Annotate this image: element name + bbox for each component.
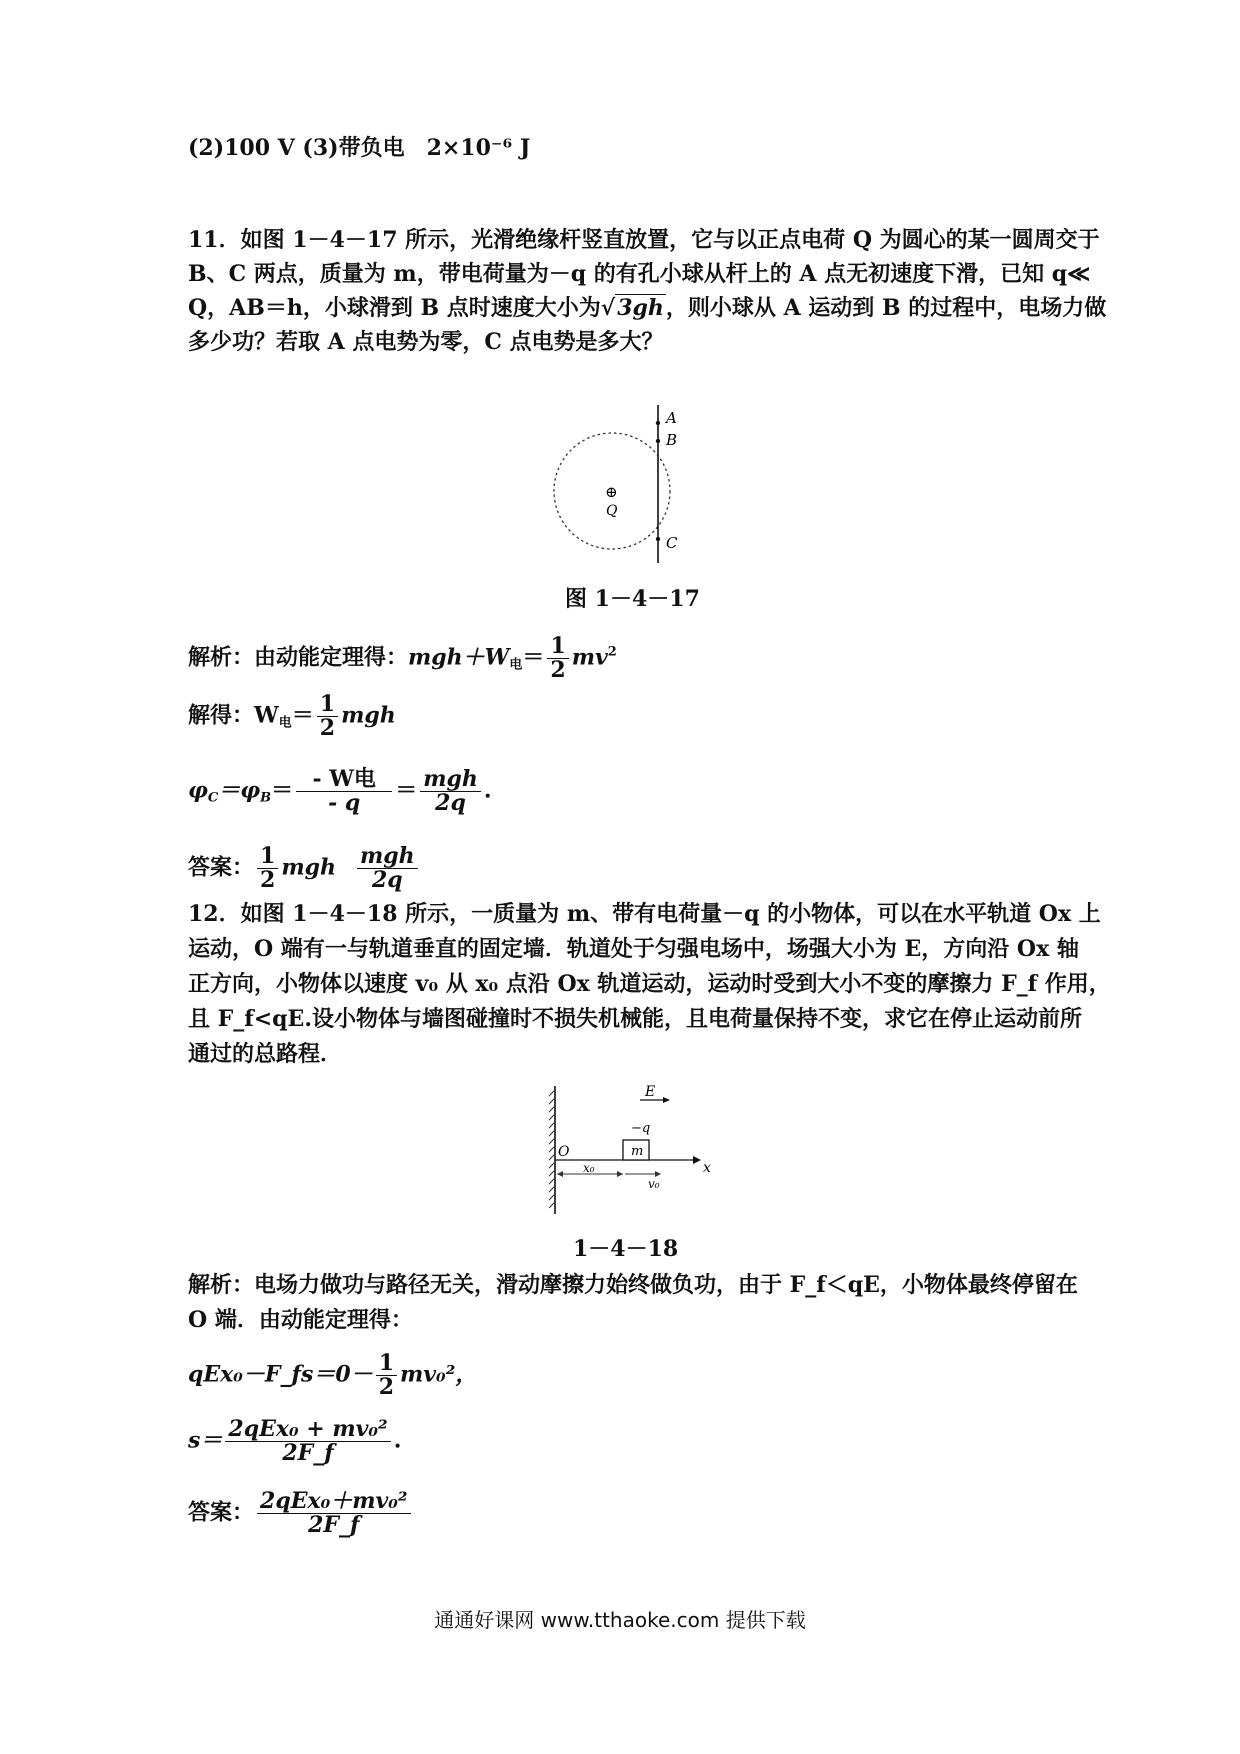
sqrt-radicand: 3gh [617, 295, 664, 321]
solve-sub: 电 [278, 715, 292, 731]
phi-fraction-1 [296, 768, 392, 815]
fraction-numerator: - W电 [296, 768, 392, 792]
x0-arrow-right-icon [617, 1171, 623, 1177]
wall-hatching [549, 1090, 555, 1208]
x-axis-arrow-icon [693, 1156, 701, 1164]
label-e: E [645, 1084, 656, 1100]
phi-c-sub: C [207, 790, 219, 806]
q12-analysis-line-1: 解析：电场力做功与路径无关，滑动摩擦力始终做负功，由于 F_f＜qE，小物体最终停留在 [188, 1272, 1078, 1298]
q11-line-2: B、C 两点，质量为 m，带电荷量为－q 的有孔小球从杆上的 A 点无初速度下滑，已知 q≪ [188, 261, 1091, 287]
label-q: Q [606, 503, 618, 519]
q11-line-3 [188, 293, 1106, 323]
fraction-denominator: 2 [550, 657, 566, 684]
label-neg-q: −q [631, 1121, 651, 1136]
fraction-numerator: 2qEx₀＋mv₀² [257, 1490, 411, 1514]
q11-line-3-end: ，则小球从 A 运动到 B 的过程中，电场力做 [665, 295, 1107, 321]
fraction-numerator: 2qEx₀ + mv₀² [225, 1418, 390, 1442]
q11-potential [188, 768, 492, 815]
analysis-rhs: mv [571, 644, 608, 671]
fraction-numerator: 1 [547, 635, 568, 659]
fraction-denominator: 2 [319, 715, 336, 742]
q11-line-1: 11．如图 1－4－17 所示，光滑绝缘杆竖直放置，它与以正点电荷 Q 为圆心的某一圆周交于 [188, 227, 1100, 253]
label-b: B [666, 431, 678, 449]
q12-equation-1 [188, 1352, 477, 1399]
q11-line-3-start: Q，AB＝h，小球滑到 B 点时速度大小为 [188, 295, 601, 321]
e-field-arrowhead-icon [663, 1097, 670, 1103]
page-footer: 通通好课网 www.tthaoke.com 提供下载 [434, 1608, 806, 1632]
fraction-denominator: 2 [378, 1374, 394, 1401]
answer-fraction [257, 1490, 411, 1537]
eq1-rhs: mv₀²， [400, 1361, 478, 1388]
fraction-denominator: 2 [260, 867, 276, 894]
eq2-lhs: s＝ [188, 1427, 223, 1454]
q12-line-4: 且 F_f<qE.设小物体与墙图碰撞时不损失机械能，且电荷量保持不变，求它在停止运动前所 [188, 1006, 1082, 1032]
label-v0: v₀ [648, 1177, 660, 1191]
analysis-label: 解析：由动能定理得： [188, 644, 409, 671]
fraction-numerator: 1 [317, 693, 338, 717]
answer-fraction-1 [257, 845, 278, 892]
figure-1-4-17 [550, 405, 730, 565]
q12-equation-2 [188, 1418, 401, 1465]
eq1-lhs: qEx₀－F_fs＝0－ [188, 1361, 373, 1388]
phi-b: ＝φ [218, 777, 261, 804]
sqrt-sign: √ [600, 295, 616, 321]
solve-fraction [317, 693, 338, 740]
phi-c: φ [188, 777, 208, 804]
q11-solve [188, 693, 396, 740]
fraction-denominator: 2F_f [282, 1440, 334, 1467]
eq2-fraction [225, 1418, 390, 1465]
fraction-denominator: - q [328, 790, 361, 817]
analysis-sub: 电 [509, 657, 523, 673]
point-b [656, 439, 660, 443]
x0-arrow-left-icon [557, 1171, 563, 1177]
label-o: O [558, 1144, 570, 1160]
fraction-numerator: mgh [420, 768, 481, 792]
solve-rhs: mgh [341, 702, 396, 729]
fraction-numerator: 1 [376, 1352, 397, 1376]
q12-line-1: 12．如图 1－4－18 所示，一质量为 m、带有电荷量－q 的小物体，可以在水平轨道 Ox 上 [188, 901, 1101, 927]
solve-label: 解得：W [188, 702, 279, 729]
answer-label: 答案： [188, 1499, 255, 1526]
solve-eq: ＝ [291, 702, 314, 729]
q12-line-2: 运动，O 端有一与轨道垂直的固定墙．轨道处于匀强电场中，场强大小为 E，方向沿 Ox 轴 [188, 936, 1079, 962]
answer-rhs-1: mgh [281, 854, 336, 881]
figure-1-4-17-caption: 图 1－4－17 [565, 586, 700, 612]
q11-analysis [188, 635, 617, 682]
q12-answer [188, 1490, 414, 1537]
analysis-eq: ＝ [522, 644, 545, 671]
answer-fraction-2 [357, 845, 418, 892]
q12-line-5: 通过的总路程． [188, 1041, 343, 1067]
phi-b-sub: B [260, 790, 272, 806]
label-x: x [703, 1160, 711, 1176]
previous-answer: (2)100 V (3)带负电 2×10⁻⁶ J [188, 135, 531, 161]
fraction-numerator: 1 [257, 845, 278, 869]
eq2-end: . [393, 1427, 402, 1454]
fraction-denominator: 2F_f [308, 1512, 360, 1539]
analysis-sup: 2 [607, 644, 617, 660]
figure-1-4-18-caption: 1－4－18 [573, 1236, 679, 1262]
fraction-denominator: 2q [435, 790, 466, 817]
q12-line-3: 正方向，小物体以速度 v₀ 从 x₀ 点沿 Ox 轨道运动，运动时受到大小不变的摩擦力 F_f 作用， [188, 971, 1111, 997]
q12-analysis-line-2: O 端．由动能定理得： [188, 1307, 413, 1333]
q11-line-4: 多少功？若取 A 点电势为零，C 点电势是多大？ [188, 329, 664, 355]
label-c: C [666, 534, 678, 552]
point-a [656, 421, 660, 425]
analysis-lhs: mgh＋W [408, 644, 510, 671]
label-m: m [631, 1144, 644, 1159]
analysis-fraction [547, 635, 568, 682]
phi-eq-2: ＝ [395, 777, 418, 804]
q11-answer [188, 845, 421, 892]
fraction-numerator: mgh [357, 845, 418, 869]
figure-1-4-18 [545, 1082, 715, 1222]
phi-eq: ＝ [271, 777, 294, 804]
eq1-fraction [376, 1352, 397, 1399]
fraction-denominator: 2q [371, 867, 403, 894]
label-a: A [666, 409, 677, 427]
answer-label: 答案： [188, 854, 255, 881]
point-c [656, 537, 660, 541]
phi-end: . [483, 777, 492, 804]
charge-plus-icon: ⊕ [605, 483, 618, 501]
label-x0: x₀ [583, 1161, 595, 1175]
phi-fraction-2 [420, 768, 481, 815]
